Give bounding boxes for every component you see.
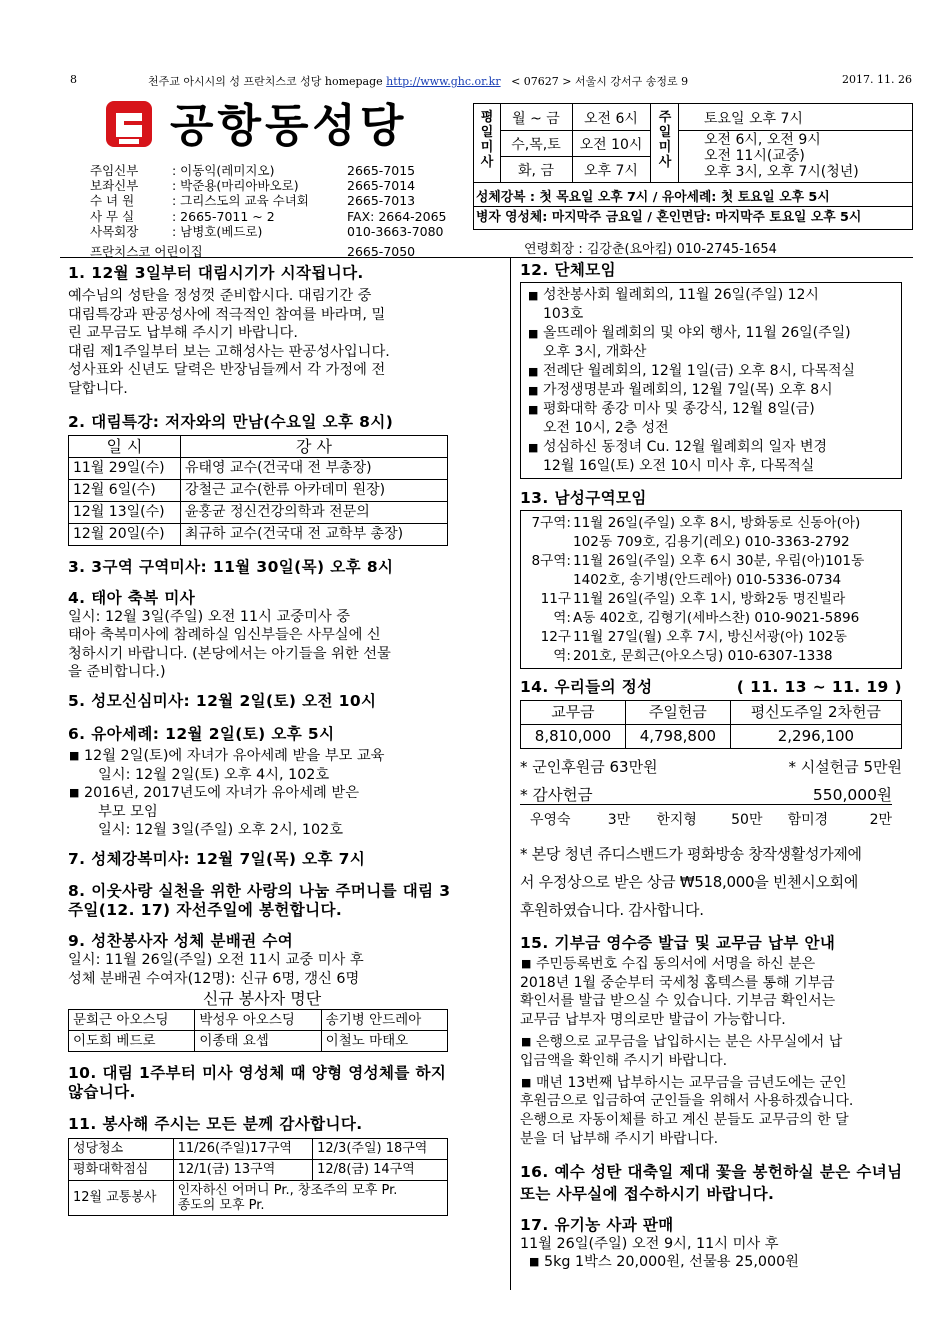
section-title: 13. 남성구역모임: [520, 489, 647, 507]
section-title: 15. 기부금 영수증 발급 및 교무금 납부 안내: [520, 933, 836, 952]
weekday-mass-day: 수,목,토: [511, 137, 561, 153]
staff-directory: [90, 163, 507, 259]
section-title: 6. 유아세례: 12월 2일(토) 오후 5시: [68, 724, 335, 743]
section-title: 16. 예수 성탄 대축일 제대 꽃을 봉헌하실 분은 수녀님 또는 사무실에 접수하시기 바랍니다.: [520, 1162, 903, 1203]
sunday-mass-time: 오후 3시, 오후 7시(청년): [704, 164, 859, 180]
weekday-mass-time: 오전 6시: [584, 111, 638, 127]
section-title: 10. 대림 1주부터 미사 영성체 때 양형 영성체를 하지 않습니다.: [68, 1063, 447, 1101]
youth-note: * 본당 청년 쥬디스밴드가 평화방송 창작생활성가제에 서 우정상으로 받은 상금 ₩518,000을 빈첸시오회에 후원하였습니다. 감사합니다.: [520, 844, 862, 919]
left-column: 1. 12월 3일부터 대림시기가 시작됩니다. 예수님의 성탄을 정성껏 준비합시다. 대림기간 중 대림특강과 판공성사에 적극적인 참여를 바라며, 밀 린 교무금도 납부해 주시기 바랍니다. 대림 제1주일부터 보는 고해성사는 판공성사입니다. 성사표와 신년도 달력은 반장님들께서 각 가정에 전 달합니다. 2. 대림특강: 저자와의 만남(수요일 오후 8시) 일 시 강 사 11월 29일(수) 유태영 교수(건국대 전 부총장) 12월 6일(수) 강철근 교수(한류 아카데미 원장) 12월 13일(수) 윤홍균 정신건강의학과 전문의 12월 20일(수) 최규하 교수(건국대 전 교학부 총장) 3. 3구역 구역미사: 11월 30일(목) 오후 8시 4. 태아 축복 미사 일시: 12월 3일(주일) 오전 11시 교중미사 중 태아 축복미사에 참례하실 임신부들은 사무실에 신 청하시기 바랍니다. (본당에서는 아기들을 위한 선물 을 준비합니다.) 5. 성모신심미사: 12월 2일(토) 오전 10시 6. 유아세례: 12월 2일(토) 오후 5시 ■ 12월 2일(토)에 자녀가 유아세례 받을 부모 교육 일시: 12월 2일(토) 오후 4시, 102호 ■ 2016년, 2017년도에 자녀가 유아세례 받은 부모 모임 일시: 12월 3일(주일) 오후 2시, 102호 7. 성체강복미사: 12월 7일(목) 오후 7시 8. 이웃사랑 실천을 위한 사랑의 나눔 주머니를 대림 3주일(12. 17) 자선주일에 봉헌합니다. 9. 성찬봉사자 성체 분배권 수여 일시: 11월 26일(주일) 오전 11시 교중 미사 후 성체 분배권 수여자(12명): 신규 6명, 갱신 6명 신규 봉사자 명단 문희근 아오스딩 박성우 아오스딩 송기병 안드레아 이도희 베드로 이종태 요셉 이철노 마태오 10. 대림 1주부터 미사 영성체 때 양형 영성체를 하지 않습니다. 11. 봉사해 주시는 모든 분께 감사합니다. 성당청소 11/26(주일)17구역 12/3(주일) 18구역 평화대학점심 12/1(금) 13구역 12/8(금) 14구역 12월 교통봉사 인자하신 어머니 Pr., 창조주의 모후 Pr. 종도의 모후 Pr.: [68, 264, 456, 1216]
mens-group-box: 7구역: 11월 26일(주일) 오후 8시, 방화동로 신동아(아) 102동 709호, 김용기(레오) 010-3363-2792 8구역: 11월 26일(주일) 오후 6시 30분, 우림(아)101동 1402호, 송기병(안드레아) 010-5336-0734 11구역: 11월 26일(주일) 오후 1시, 방화2동 명진빌라 A동 402호, 김형기(세바스찬) 010-9021-5896 12구역: 11월 27일(월) 오후 7시, 방신서광(아) 102동 201호, 문희근(아오스딩) 010-6307-1338: [520, 510, 902, 669]
sunday-mass-label: 주 일 미 사: [658, 110, 672, 170]
section-title: 9. 성찬봉사자 성체 분배권 수여: [68, 931, 294, 950]
weekday-mass-day: 화, 금: [518, 163, 554, 179]
staff-row: 프란치스코 어린이집 2665-7050: [90, 243, 416, 259]
sunday-mass-time: 오전 11시(교중): [704, 148, 805, 164]
staff-row: 보좌신부 : 박준용(마리아바오로) 2665-7014: [90, 178, 416, 194]
section-title: 11. 봉사해 주시는 모든 분께 감사합니다.: [68, 1114, 363, 1133]
section-title: 4. 태아 축복 미사: [68, 588, 196, 607]
homepage-link[interactable]: http://www.ghc.or.kr: [386, 75, 501, 88]
lecture-table: 일 시 강 사 11월 29일(수) 유태영 교수(건국대 전 부총장) 12월 6일(수) 강철근 교수(한류 아카데미 원장) 12월 13일(수) 윤홍균 정신건강의학과 전문의 12월 20일(수) 최규하 교수(건국대 전 교학부 총장): [68, 435, 448, 546]
section-title: 1. 12월 3일부터 대림시기가 시작됩니다.: [68, 264, 364, 282]
staff-row: 사목회장 : 남병호(베드로) 010-3663-7080: [90, 223, 444, 239]
section-title: 2. 대림특강: 저자와의 만남(수요일 오후 8시): [68, 412, 394, 431]
page-number: 8: [70, 73, 77, 86]
funeral-committee: 연령회장 : 김강춘(요아킴) 010-2745-1654: [524, 242, 777, 257]
group-meetings-box: ■ 성찬봉사회 월례회의, 11월 26일(주일) 12시 103호 ■ 올뜨레아 월례회의 및 야외 행사, 11월 26일(주일) 오후 3시, 개화산 ■ 전례단 월례회의, 12월 1일(금) 오후 8시, 다목적실 ■ 가정생명분과 월례회의, 12월 7일(목) 오후 8시 ■ 평화대학 종강 미사 및 종강식, 12월 8일(금) 오전 10시, 2층 성전 ■ 성심하신 동정녀 Cu. 12월 월례회의 일자 변경 12월 16일(토) 오전 10시 미사 후, 다목적실: [520, 282, 902, 479]
parish-logo-icon: [104, 99, 154, 149]
weekday-mass-time: 오후 7시: [584, 163, 638, 179]
volunteer-table: 성당청소 11/26(주일)17구역 12/3(주일) 18구역 평화대학점심 12/1(금) 13구역 12/8(금) 14구역 12월 교통봉사 인자하신 어머니 Pr., 창조주의 모후 Pr. 종도의 모후 Pr.: [68, 1138, 448, 1216]
weekday-mass-day: 월 ~ 금: [512, 111, 560, 127]
donation-notice: ■ 주민등록번호 수집 동의서에 서명을 하신 분은 2018년 1월 중순부터 국세청 홈텍스를 통해 기부금 확인서를 발급 받으실 수 있습니다. 기부금 확인서는 교무금 납부자 명의로만 발급이 가능합니다. ■ 은행으로 교무금을 납입하시는 분은 사무실에서 납 입금액을 확인해 주시기 바랍니다. ■ 매년 13번째 납부하시는 교무금을 금년도에는 군인 후원금으로 입금하여 군인들을 위해서 사용하겠습니다. 은행으로 자동이체를 하고 계신 분들도 교무금의 한 달 분을 더 납부해 주시기 바랍니다.: [520, 955, 910, 1149]
ministers-table: 문희근 아오스딩 박성우 아오스딩 송기병 안드레아 이도희 베드로 이종태 요셉 이철노 마태오: [68, 1009, 448, 1052]
new-ministers-title: 신규 봉사자 명단: [202, 989, 322, 1009]
staff-row: 주임신부 : 이동익(레미지오) 2665-7015: [90, 163, 416, 178]
section-title: 8. 이웃사랑 실천을 위한 사랑의 나눔 주머니를 대림 3주일(12. 17) 자선주일에 봉헌합니다.: [68, 881, 451, 919]
parish-line: 천주교 아시시의 성 프란치스코 성당 homepage http://www.ghc.or.kr < 07627 > 서울시 강서구 송정로 9: [148, 75, 689, 88]
parish-name: 공항동성당: [170, 99, 408, 152]
sacrament-notes: 성체강복 : 첫 목요일 오후 7시 / 유아세례: 첫 토요일 오후 5시 병자 영성체: 마지막주 금요일 / 혼인면담: 마지막주 토요일 오후 5시: [476, 190, 862, 225]
offering-extra: * 군인후원금 63만원 * 시설헌금 5만원: [520, 758, 902, 776]
section-title: 17. 유기농 사과 판매: [520, 1215, 674, 1234]
staff-row: 수 녀 원 : 그리스도의 교육 수녀회 2665-7013: [90, 193, 416, 209]
staff-row: 사 무 실 : 2665-7011 ~ 2 FAX: 2664-2065: [90, 208, 447, 224]
section-title: 3. 3구역 구역미사: 11월 30일(목) 오후 8시: [68, 557, 394, 576]
sunday-mass-time: 오전 6시, 오전 9시: [704, 132, 821, 148]
section-title: 5. 성모신심미사: 12월 2일(토) 오전 10시: [68, 691, 377, 710]
donor-list: 우영숙 3만 한지형 50만 함미경 2만: [530, 812, 892, 829]
offerings-table: 교무금 주일헌금 평신도주일 2차헌금 8,810,000 4,798,800 2,296,100: [520, 700, 902, 749]
thanks-offering: * 감사헌금 550,000원: [520, 785, 892, 804]
sunday-mass-time: 토요일 오후 7시: [704, 111, 803, 127]
weekday-mass-label: 평 일 미 사: [480, 110, 494, 170]
bulletin-date: 2017. 11. 26: [842, 73, 912, 86]
section-title: 14. 우리들의 정성 ( 11. 13 ~ 11. 19 ): [520, 678, 902, 696]
right-column: 12. 단체모임 ■ 성찬봉사회 월례회의, 11월 26일(주일) 12시 103호 ■ 올뜨레아 월례회의 및 야외 행사, 11월 26일(주일) 오후 3시, 개화산 ■ 전례단 월례회의, 12월 1일(금) 오후 8시, 다목적실 ■ 가정생명분과 월례회의, 12월 7일(목) 오후 8시 ■ 평화대학 종강 미사 및 종강식, 12월 8일(금) 오전 10시, 2층 성전 ■ 성심하신 동정녀 Cu. 12월 월례회의 일자 변경 12월 16일(토) 오전 10시 미사 후, 다목적실 13. 남성구역모임 7구역: 11월 26일(주일) 오후 8시, 방화동로 신동아(아) 102동 709호, 김용기(레오) 010-3363-2792 8구역: 11월 26일(주일) 오후 6시 30분, 우림(아)101동 1402호, 송기병(안드레아) 010-5336-0734 11구역: 11월 26일(주일) 오후 1시, 방화2동 명진빌라 A동 402호, 김형기(세바스찬) 010-9021-5896 12구역: 11월 27일(월) 오후 7시, 방신서광(아) 102동 201호, 문희근(아오스딩) 010-6307-1338 14. 우리들의 정성 ( 11. 13 ~ 11. 19 ) 교무금 주일헌금 평신도주일 2차헌금 8,810,000 4,798,800 2,296,100 * 군인후원금 63만원 * 시설헌금 5만원 * 감사헌금 550,000원 우영숙 3만 한지형 50만 함미경 2만 * 본당 청년 쥬디스밴드가 평화방송 창작생활성가제에 서 우정상으로 받은 상금 ₩518,000을 빈첸시오회에 후원하였습니다. 감사합니다. 15. 기부금 영수증 발급 및 교무금 납부 안내 ■ 주민등록번호 수집 동의서에 서명을 하신 분은 2018년 1월 중순부터 국세청 홈텍스를 통해 기부금 확인서를 발급 받으실 수 있습니다. 기부금 확인서는 교무금 납부자 명의로만 발급이 가능합니다. ■ 은행으로 교무금을 납입하시는 분은 사무실에서 납 입금액을 확인해 주시기 바랍니다. ■ 매년 13번째 납부하시는 교무금을 금년도에는 군인 후원금으로 입금하여 군인들을 위해서 사용하겠습니다. 은행으로 자동이체를 하고 계신 분들도 교무금의 한 달 분을 더 납부해 주시기 바랍니다. 16. 예수 성탄 대축일 제대 꽃을 봉헌하실 분은 수녀님 또는 사무실에 접수하시기 바랍니다. 17. 유기농 사과 판매 11월 26일(주일) 오전 9시, 11시 미사 후 ■ 5kg 1박스 20,000원, 선물용 25,000원: [520, 261, 910, 1272]
weekday-mass-time: 오전 10시: [579, 137, 643, 153]
section-title: 12. 단체모임: [520, 261, 616, 279]
section-title: 7. 성체강복미사: 12월 7일(목) 오후 7시: [68, 849, 366, 868]
